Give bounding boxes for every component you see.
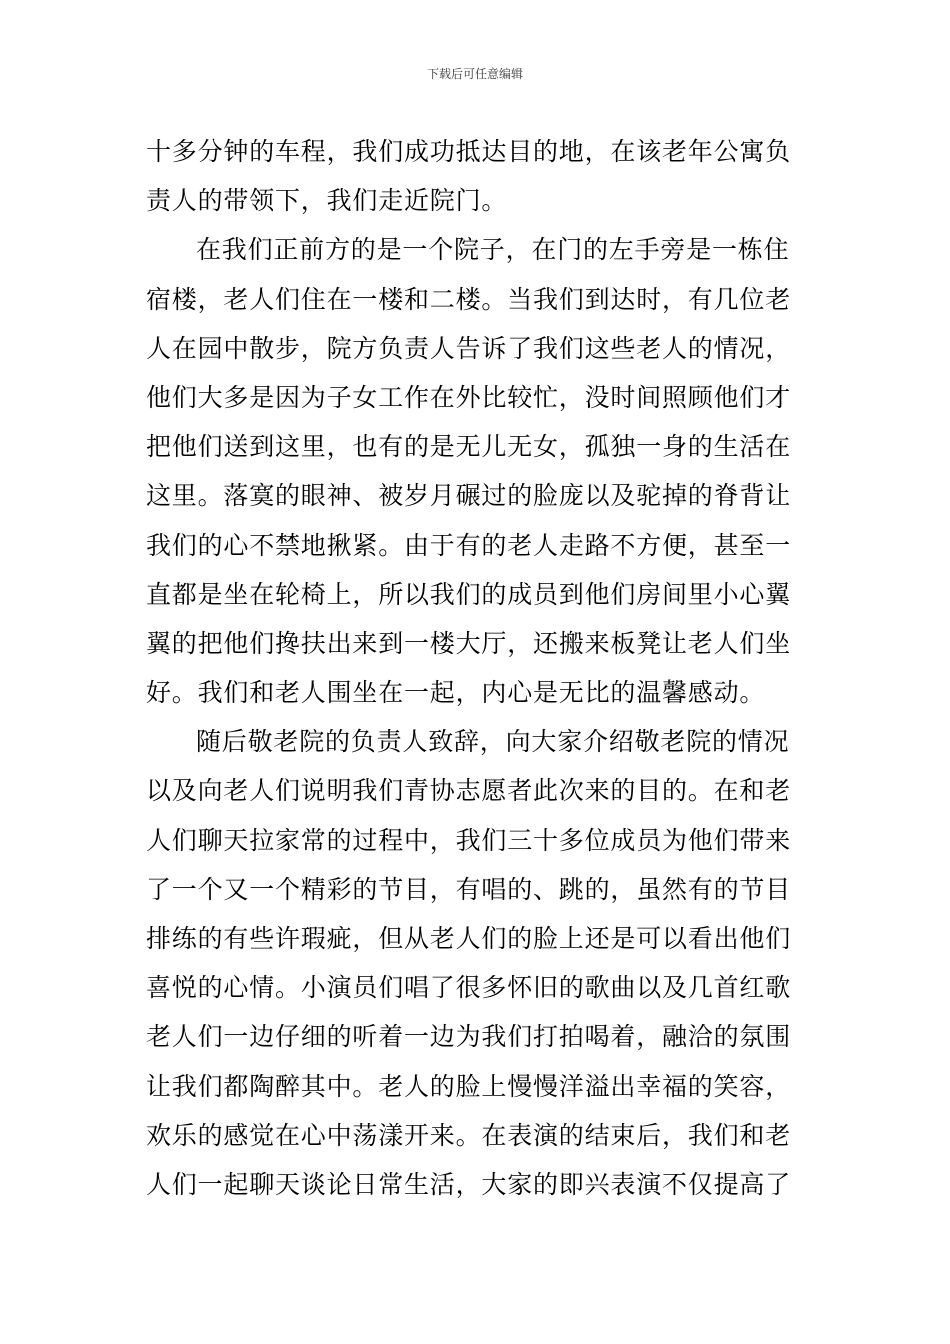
paragraph (146, 717, 806, 1209)
paragraph (146, 225, 806, 717)
text-line: 老人们一边仔细的听着一边为我们打拍喝着，融洽的氛围 (146, 1022, 792, 1052)
text-line: 排练的有些许瑕疵，但从老人们的脸上还是可以看出他们 (146, 924, 792, 953)
document-body (146, 127, 806, 1209)
text-line: 翼的把他们搀扶出来到一楼大厅，还搬来板凳让老人们坐 (146, 628, 792, 658)
text-line: 宿楼，老人们住在一楼和二楼。当我们到达时，有几位老 (146, 284, 792, 314)
text-line: 人们聊天拉家常的过程中，我们三十多位成员为他们带来 (146, 825, 792, 855)
text-line: 了一个又一个精彩的节目，有唱的、跳的，虽然有的节目 (146, 874, 792, 904)
text-line: 直都是坐在轮椅上，所以我们的成员到他们房间里小心翼 (146, 579, 792, 609)
text-line: 我们的心不禁地揪紧。由于有的老人走路不方便，甚至一 (146, 530, 792, 560)
text-line: 让我们都陶醉其中。老人的脸上慢慢洋溢出幸福的笑容， (146, 1071, 792, 1101)
text-line: 欢乐的感觉在心中荡漾开来。在表演的结束后，我们和老 (146, 1120, 792, 1150)
text-line: 在我们正前方的是一个院子，在门的左手旁是一栋住 (196, 235, 790, 265)
text-line: 随后敬老院的负责人致辞，向大家介绍敬老院的情况 (196, 727, 790, 757)
text-line: 这里。落寞的眼神、被岁月碾过的脸庞以及驼掉的脊背让 (146, 481, 792, 511)
page-header: 下载后可任意编辑 (426, 67, 523, 81)
text-line: 责人的带领下，我们走近院门。 (146, 186, 508, 216)
paragraph (146, 127, 806, 225)
text-line: 喜悦的心情。小演员们唱了很多怀旧的歌曲以及几首红歌 (146, 973, 792, 1003)
text-line: 以及向老人们说明我们青协志愿者此次来的目的。在和老 (146, 776, 792, 806)
text-line: 他们大多是因为子女工作在外比较忙，没时间照顾他们才 (146, 382, 792, 412)
text-line: 把他们送到这里，也有的是无儿无女，孤独一身的生活在 (146, 432, 792, 462)
text-line: 好。我们和老人围坐在一起，内心是无比的温馨感动。 (146, 678, 766, 708)
text-line: 人们一起聊天谈论日常生活，大家的即兴表演不仅提高了 (146, 1169, 792, 1199)
text-line: 人在园中散步，院方负责人告诉了我们这些老人的情况， (146, 333, 792, 363)
text-line: 十多分钟的车程，我们成功抵达目的地，在该老年公寓负 (146, 137, 792, 166)
